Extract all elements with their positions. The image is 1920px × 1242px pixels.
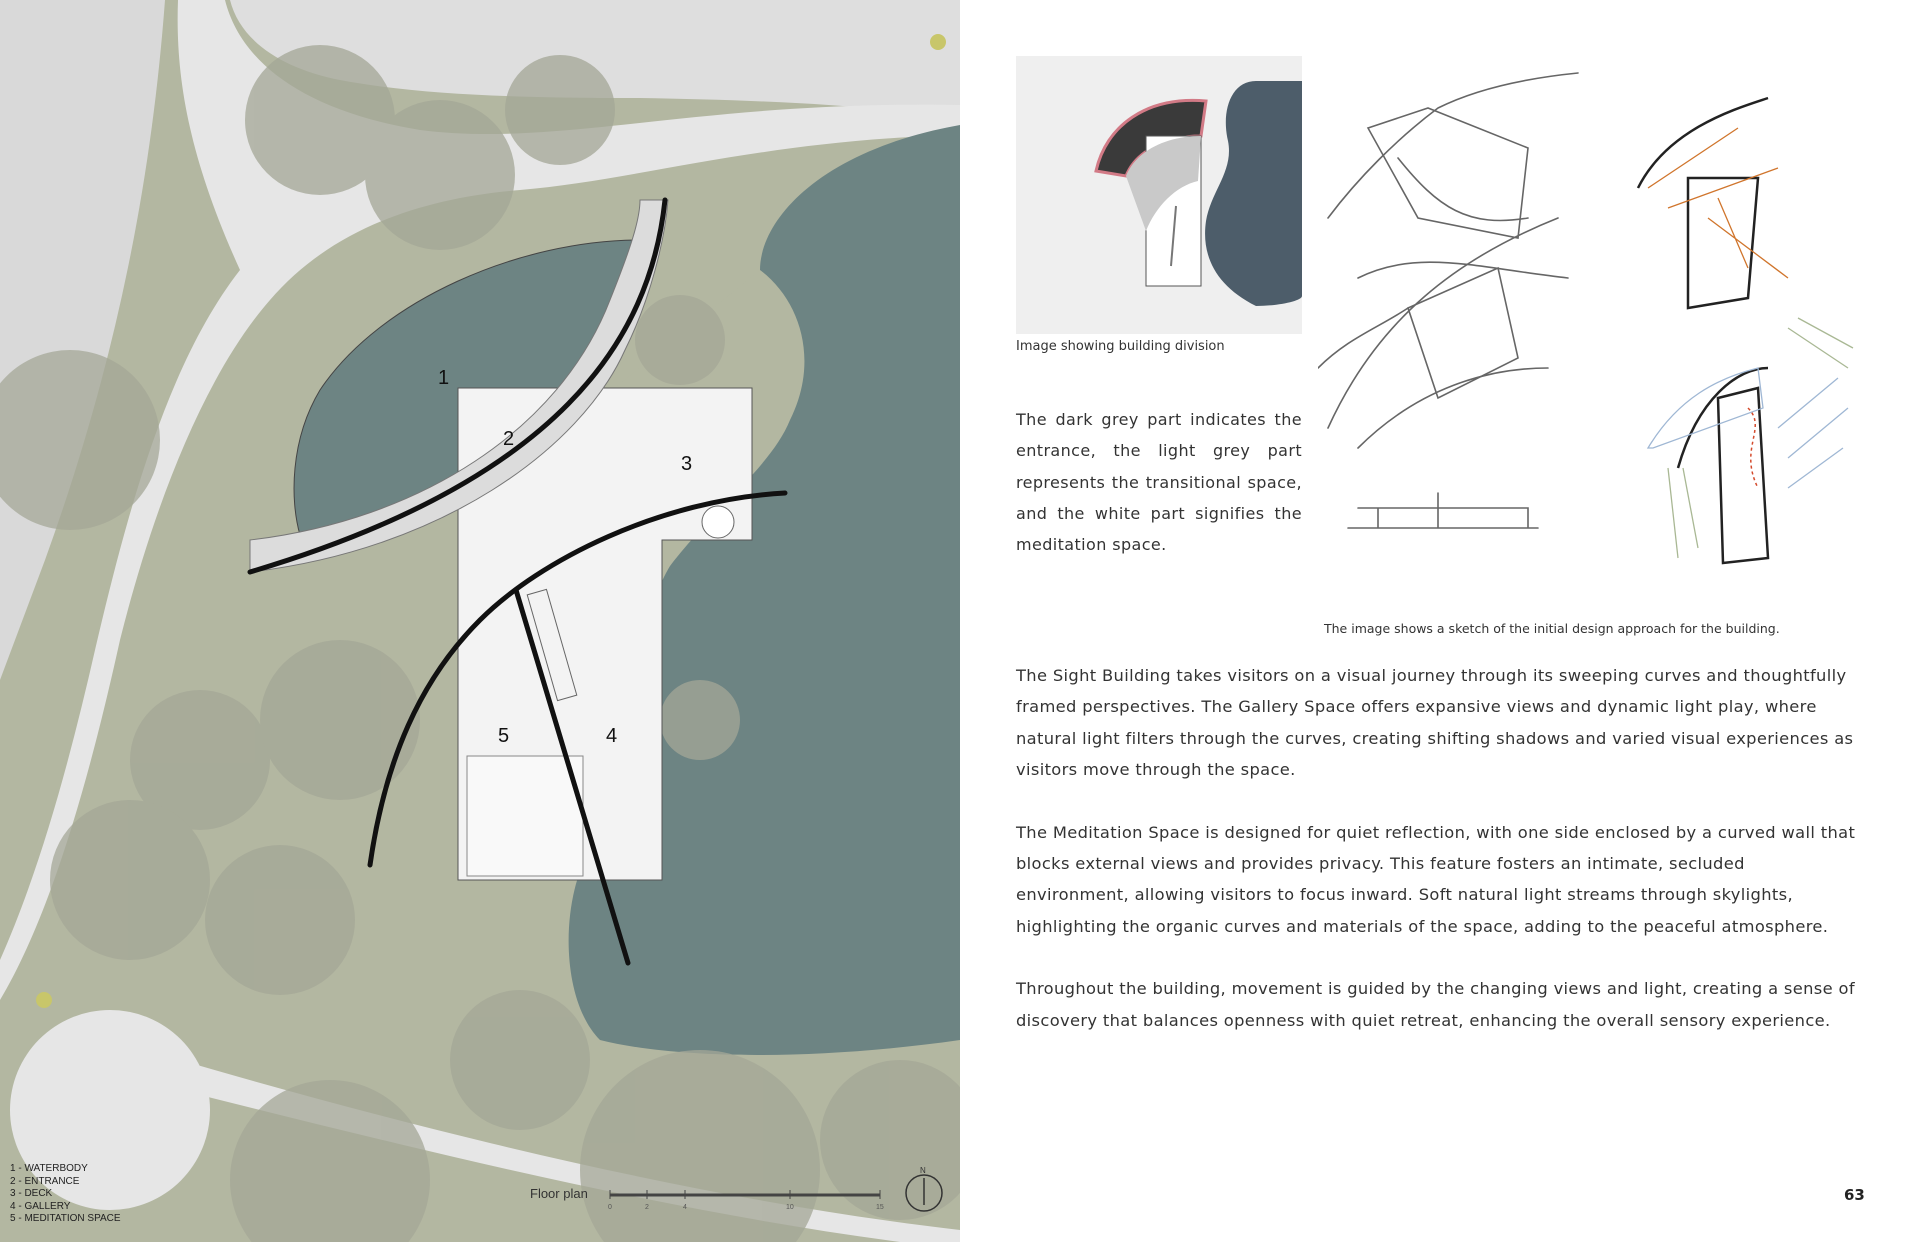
- body-paragraph: The Meditation Space is designed for quiet reflection, with one side enclosed by a curved wall that blocks external views and provides privacy. This feature fosters an intimate, secluded environment, allowing visitors to focus inward. Soft natural light streams through skylights, highlighting the organic curves and materials of the space, adding to the peaceful atmosphere.: [1016, 822, 1856, 936]
- legend-item: 2 - ENTRANCE: [10, 1175, 80, 1187]
- plan-label-4: 4: [606, 725, 618, 747]
- scale-tick: 15: [876, 1204, 884, 1211]
- body-paragraph: Throughout the building, movement is guided by the changing views and light, creating a sense of discovery that balances openness with quiet retreat, enhancing the overall sensory experience.: [1016, 979, 1855, 1030]
- legend-item: 3 - DECK: [10, 1188, 53, 1199]
- body-paragraph: The Sight Building takes visitors on a visual journey through its sweeping curves and thoughtfully framed perspectives. The Gallery Space offers expansive views and dynamic light play, where natural light filters through the curves, creating shifting shadows and varied visual experiences as visitors move through the space.: [1016, 666, 1854, 780]
- plan-label-2: 2: [503, 428, 515, 450]
- plan-label-5: 5: [498, 725, 510, 747]
- sketch-caption: The image shows a sketch of the initial design approach for the building.: [1324, 621, 1780, 636]
- legend-item: 4 - GALLERY: [10, 1200, 71, 1212]
- floor-plan-title: Floor plan: [530, 1186, 588, 1201]
- legend-item: 1 - WATERBODY: [10, 1163, 88, 1174]
- plan-label-1: 1: [438, 367, 450, 389]
- scale-bar: [605, 1187, 905, 1217]
- building-division-image: [1016, 56, 1302, 334]
- thumbnail-caption: Image showing building division: [1016, 339, 1225, 354]
- scale-tick: 10: [786, 1204, 794, 1211]
- page-number: 63: [1844, 1186, 1865, 1204]
- scale-tick: 4: [683, 1204, 687, 1211]
- plan-legend: [10, 1163, 121, 1226]
- north-label: N: [920, 1166, 926, 1175]
- division-description: The dark grey part indicates the entrance, the light grey part represents the transitional space, and the white part signifies the meditation space.: [1016, 410, 1302, 555]
- body-text: [1016, 660, 1856, 1067]
- plan-label-3: 3: [681, 453, 693, 475]
- scale-tick: 2: [645, 1204, 649, 1211]
- scale-tick: 0: [608, 1204, 612, 1211]
- legend-item: 5 - MEDITATION SPACE: [10, 1213, 121, 1224]
- initial-design-sketch: [1318, 68, 1858, 578]
